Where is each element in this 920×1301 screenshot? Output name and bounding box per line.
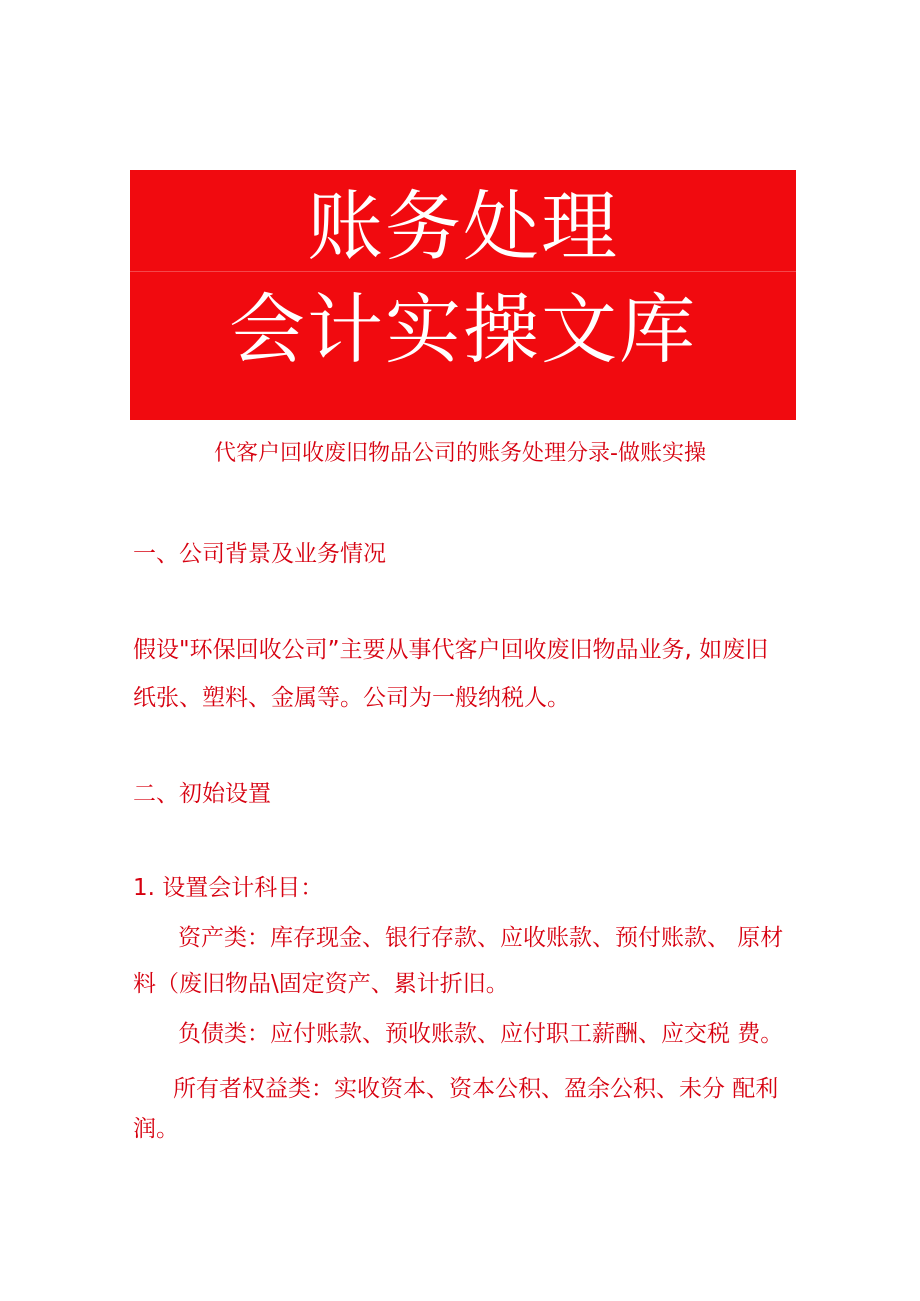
banner-title-line-1: 账务处理 — [307, 182, 619, 271]
equity-line-1: 所有者权益类：实收资本、资本公积、盈余公积、未分 配利 — [173, 1076, 779, 1102]
liabilities-line: 负债类：应付账款、预收账款、应付职工薪酬、应交税 费。 — [178, 1021, 784, 1047]
title-banner — [130, 170, 796, 420]
banner-title-line-2: 会计实操文库 — [229, 285, 697, 374]
assets-line-1: 资产类：库存现金、银行存款、应收账款、预付账款、 原材 — [178, 925, 784, 951]
banner-divider — [130, 271, 796, 272]
section-1-paragraph-line-1: 假设"环保回收公司”主要从事代客户回收废旧物品业务, 如废旧 — [133, 637, 769, 663]
document-subtitle: 代客户回收废旧物品公司的账务处理分录-做账实操 — [214, 441, 706, 466]
assets-line-2: 料（废旧物品\固定资产、累计折旧。 — [133, 971, 509, 997]
section-2-heading: 二、初始设置 — [133, 781, 271, 807]
equity-line-2: 润。 — [133, 1116, 179, 1142]
item-1-title: 1. 设置会计科目： — [133, 875, 324, 901]
section-1-heading: 一、公司背景及业务情况 — [133, 541, 386, 567]
section-1-paragraph-line-2: 纸张、塑料、金属等。公司为一般纳税人。 — [133, 685, 570, 711]
